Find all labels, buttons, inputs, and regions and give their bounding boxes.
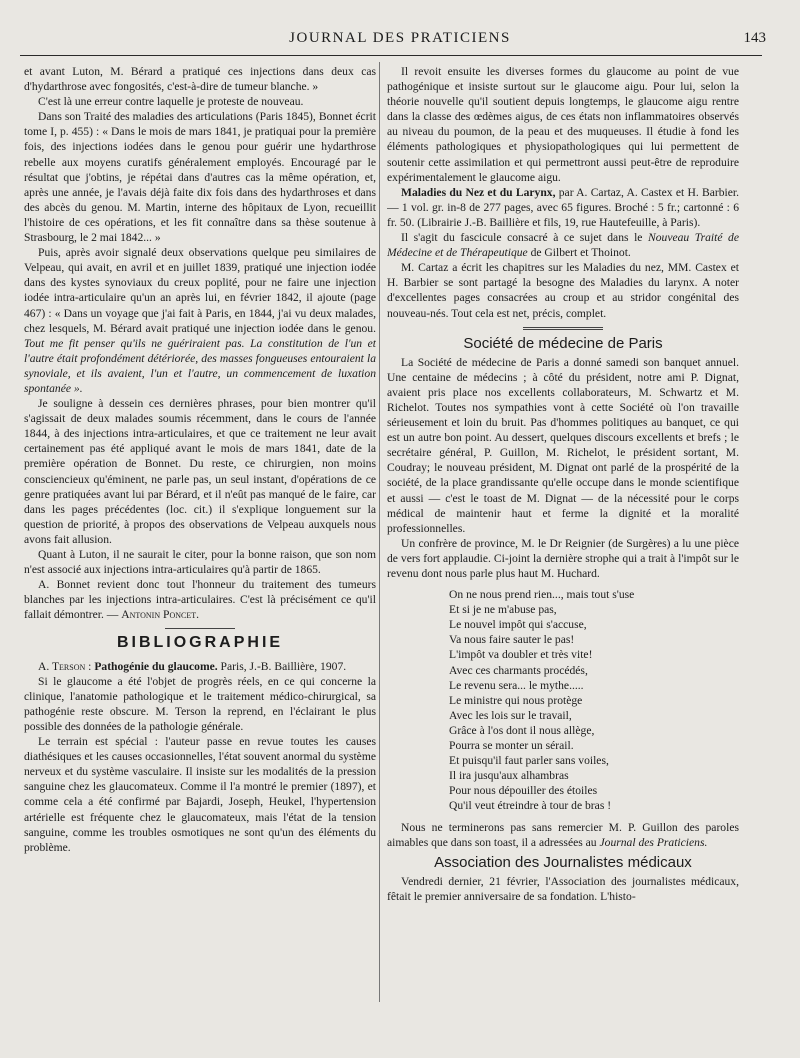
paragraph: M. Cartaz a écrit les chapitres sur les Maladies du nez, MM. Castex et H. Barbier se sont partagé la besogne des Maladies du larynx. A noter d'excellentes pages consacrées au croup et au stridor congénital des nouveau-nés. Tout cela est net, précis, complet. (387, 261, 739, 320)
poem-line: Avec ces charmants procédés, (449, 663, 588, 677)
italic-quote: Tout me fit penser qu'ils ne guériraient pas. La constitution de l'un et l'autre était profondément détériorée, des masses fongueuses entouraient la synoviale, et ils avaient, l'un et l'autre, un commencement de luxation spontanée ». (24, 336, 376, 395)
book-entry (387, 185, 739, 230)
paragraph-text: A. Bonnet revient donc tout l'honneur du traitement des tumeurs blanches par les injections intra-articulaires. C'est là précisément ce qu'il fallait démontrer. — (24, 578, 376, 622)
bibliography-entry: A. Terson : Pathogénie du glaucome. Paris, J.-B. Baillière, 1907. (38, 659, 347, 673)
italic-title: Journal des Praticiens. (599, 835, 708, 849)
poem-line: Le nouvel impôt qui s'accuse, (449, 618, 587, 632)
paragraph: et avant Luton, M. Bérard a pratiqué ces injections dans deux cas d'hydarthrose avec fongosités, c'est-à-dire de tumeur blanche. » (24, 65, 376, 94)
section-rule (523, 327, 603, 330)
paragraph: Si le glaucome a été l'objet de progrès réels, en ce qui concerne la clinique, l'anatomie pathologique et le traitement médico-chirurgical, sa pathogénie reste obscure. M. Terson la reprend, en l'éclairant le plus possible des données de la pathologie générale. (24, 674, 376, 733)
section-rule (165, 628, 235, 629)
poem-line: Le ministre qui nous protège (449, 693, 583, 707)
journal-title: JOURNAL DES PRATICIENS (289, 30, 511, 46)
page-number: 143 (743, 30, 766, 46)
paragraph: Je souligne à dessein ces dernières phrases, pour bien montrer qu'il s'agissait de deux malades soumis récemment, dans le cours de l'année 1844, à des injections intra-articulaires, et que ce traitement ne leur avait certainement pas été appliqué avant le mois de mars 1841, date de la première opération de Bonnet. Du reste, ce chirurgien, non moins consciencieux qu'éminent, ne parle pas, un seul instant, d'opérations de ce genre pratiquées avant lui par Bérard, et il n'eût pas manqué de le faire, car dans les pages précédentes (loc. cit.) il s'explique longuement sur la question de priorité, à propos des observations de Velpeau auxquels nous avons fait allusion. (24, 397, 376, 546)
paragraph: Il revoit ensuite les diverses formes du glaucome au point de vue pathogénique et insiste surtout sur le glaucome aigu. Pour lui, selon la théorie nouvelle qu'il soutient depuis longtemps, le glaucome aigu rentre dans la classe des œdèmes aigus, de ces états non inflammatoires observés au niveau du poumon, de la peau et des muqueuses. Il étudie à fond les éléments pathologiques et physiopathologiques qui lui permettent de soutenir cette assimilation et qui permettront aussi peut-être de reproduire expérimentalement le glaucome aigu. (387, 65, 739, 184)
poem-line: Le revenu sera... le mythe..... (449, 678, 584, 692)
paragraph-text: Il s'agit du fascicule consacré à ce sujet dans le (401, 231, 648, 245)
poem-line: Avec les lois sur le travail, (449, 708, 572, 722)
header-rule (20, 55, 762, 56)
association-heading: Association des Journalistes médicaux (434, 853, 692, 871)
poem-line: Grâce à l'os dont il nous allège, (449, 723, 595, 737)
paragraph-text: Puis, après avoir signalé deux observations quelque peu similaires de Velpeau, qui avait, en avril et en juillet 1839, pratiqué une injection iodée dans des kystes synoviaux du creux poplité, pour ne faire une injection iodée intra-articulaire qu'un an après lui, en février 1842, il ajoute (page 467) : « Dans un voyage que j'ai fait à Paris, en 1844, j'ai vu deux malades, chez lesquels, M. Bérard avait pratiqué une injection iodée dans le genou. (24, 246, 376, 335)
paragraph: La Société de médecine de Paris a donné samedi son banquet annuel. Une centaine de médecins ; à côté du président, notre ami P. Dignat, avaient pris place nos excellents collaborateurs, M. Schwartz et M. Richelot. Toutes nos sympathies vont à cette Société où l'on travaille sérieusement et loin du bruit. Pas d'hommes politiques au banquet, ce qui est un autre bon point. Au dessert, quelques discours excellents et brefs ; le secrétaire général, P. Guillon, M. Richelot, le président sortant, M. Coudray; le nouveau président, M. Dignat ont parlé de la prospérité de la société, de la place grandissante qu'elle occupe dans le monde scientifique et aussi — c'est le toast de M. Dignat — de la nécessité pour le corps médical de maintenir haut et ferme la dignité et la moralité professionnelles. (387, 355, 739, 535)
bibliographie-heading: BIBLIOGRAPHIE (116, 634, 284, 652)
paragraph: Le terrain est spécial : l'auteur passe en revue toutes les causes diathésiques et les causes occasionnelles, l'état souvent anormal du système nerveux et du système vasculaire. Il insiste sur les modalités de la pression sanguine chez les glaucomateux. Comme il l'a montré le premier (1897), et comme cela a été confirmé par Bajardi, Joseph, Heukel, l'hypertension artérielle est fréquente chez le glaucomateux, mais l'état de la tension sanguine, comme les troubles osmotiques ne sont qu'un des éléments du problème. (24, 735, 376, 854)
paragraph-text: Nous ne terminerons pas sans remercier M. P. Guillon des paroles aimables que dans son toast, il a adressées au (387, 820, 739, 849)
paragraph-text: de Gilbert et Thoinot. (527, 246, 631, 260)
poem-line: Et puisqu'il faut parler sans voiles, (449, 754, 609, 768)
paragraph (24, 245, 376, 396)
poem-line: Qu'il veut étreindre à tour de bras ! (449, 799, 612, 813)
page-header (20, 30, 780, 52)
paragraph: Vendredi dernier, 21 février, l'Association des journalistes médicaux, fêtait le premier anniversaire de sa fondation. L'histo- (387, 874, 739, 903)
paragraph: Quant à Luton, il ne saurait le citer, pour la bonne raison, que son nom n'est associé aux injections intra-articulaires qu'à partir de 1865. (24, 548, 376, 577)
poem-line: Et si je ne m'abuse pas, (449, 603, 557, 617)
poem-line: Pour nous dépouiller des étoiles (449, 784, 598, 798)
paragraph: Dans son Traité des maladies des articulations (Paris 1845), Bonnet écrit tome I, p. 455) : « Dans le mois de mars 1841, je pratiquai pour la première fois, des injections iodées dans le genou pour guérir une hydarthrose rebelle aux moyens curatifs généralement employés. Encouragé par le résultat que j'obtins, je répétai dans d'autres cas la même opération, et, après une année, je l'avais déjà faite dix fois dans des hydarthroses et dans des abcès du genou. M. Martin, interne des hôpitaux de Lyon, recueillit l'histoire de ces opérations, et les fit connaître dans sa thèse soutenue à Strasbourg, le 2 mai 1842... » (24, 110, 376, 245)
paragraph (387, 820, 739, 850)
book-info: par A. Cartaz, A. Castex et H. Barbier. — 1 vol. gr. in-8 de 277 pages, avec 65 figures. Broché : 5 fr.; cartonné : 6 fr. 50. (Librairie J.-B. Baillière et fils, 19, rue Hautefeuille, à Paris). (387, 185, 739, 229)
societe-heading: Société de médecine de Paris (463, 334, 663, 352)
paragraph: Un confrère de province, M. le Dr Reignier (de Surgères) a lu une pièce de vers fort applaudie. Ci-joint la dernière strophe qui a trait à l'impôt sur le revenu dont nous parle plus haut M. Huchard. (387, 536, 739, 580)
column-divider (379, 62, 380, 1002)
poem-line: Va nous faire sauter le pas! (449, 633, 575, 647)
poem-line: Pourra se monter un sérail. (449, 739, 574, 753)
paragraph (24, 577, 376, 622)
bib-publisher: Paris, J.-B. Baillière, 1907. (217, 659, 347, 673)
poem-line: Il ira jusqu'aux alhambras (449, 769, 569, 783)
book-title: Maladies du Nez et du Larynx, (401, 185, 556, 199)
paragraph: C'est là une erreur contre laquelle je proteste de nouveau. (38, 95, 304, 109)
poem-line: L'impôt va doubler et très vite! (449, 648, 593, 662)
bib-author: A. Terson (38, 659, 86, 673)
right-column (387, 64, 739, 1044)
italic-title: Nouveau Traité de Médecine et de Thérapeutique (387, 231, 739, 260)
poem (449, 587, 739, 813)
left-column (24, 64, 376, 1044)
poem-line: On ne nous prend rien..., mais tout s'use (449, 588, 635, 602)
author-signature: Antonin Poncet. (121, 608, 200, 622)
paragraph (387, 230, 739, 260)
bib-title: Pathogénie du glaucome. (94, 659, 218, 673)
